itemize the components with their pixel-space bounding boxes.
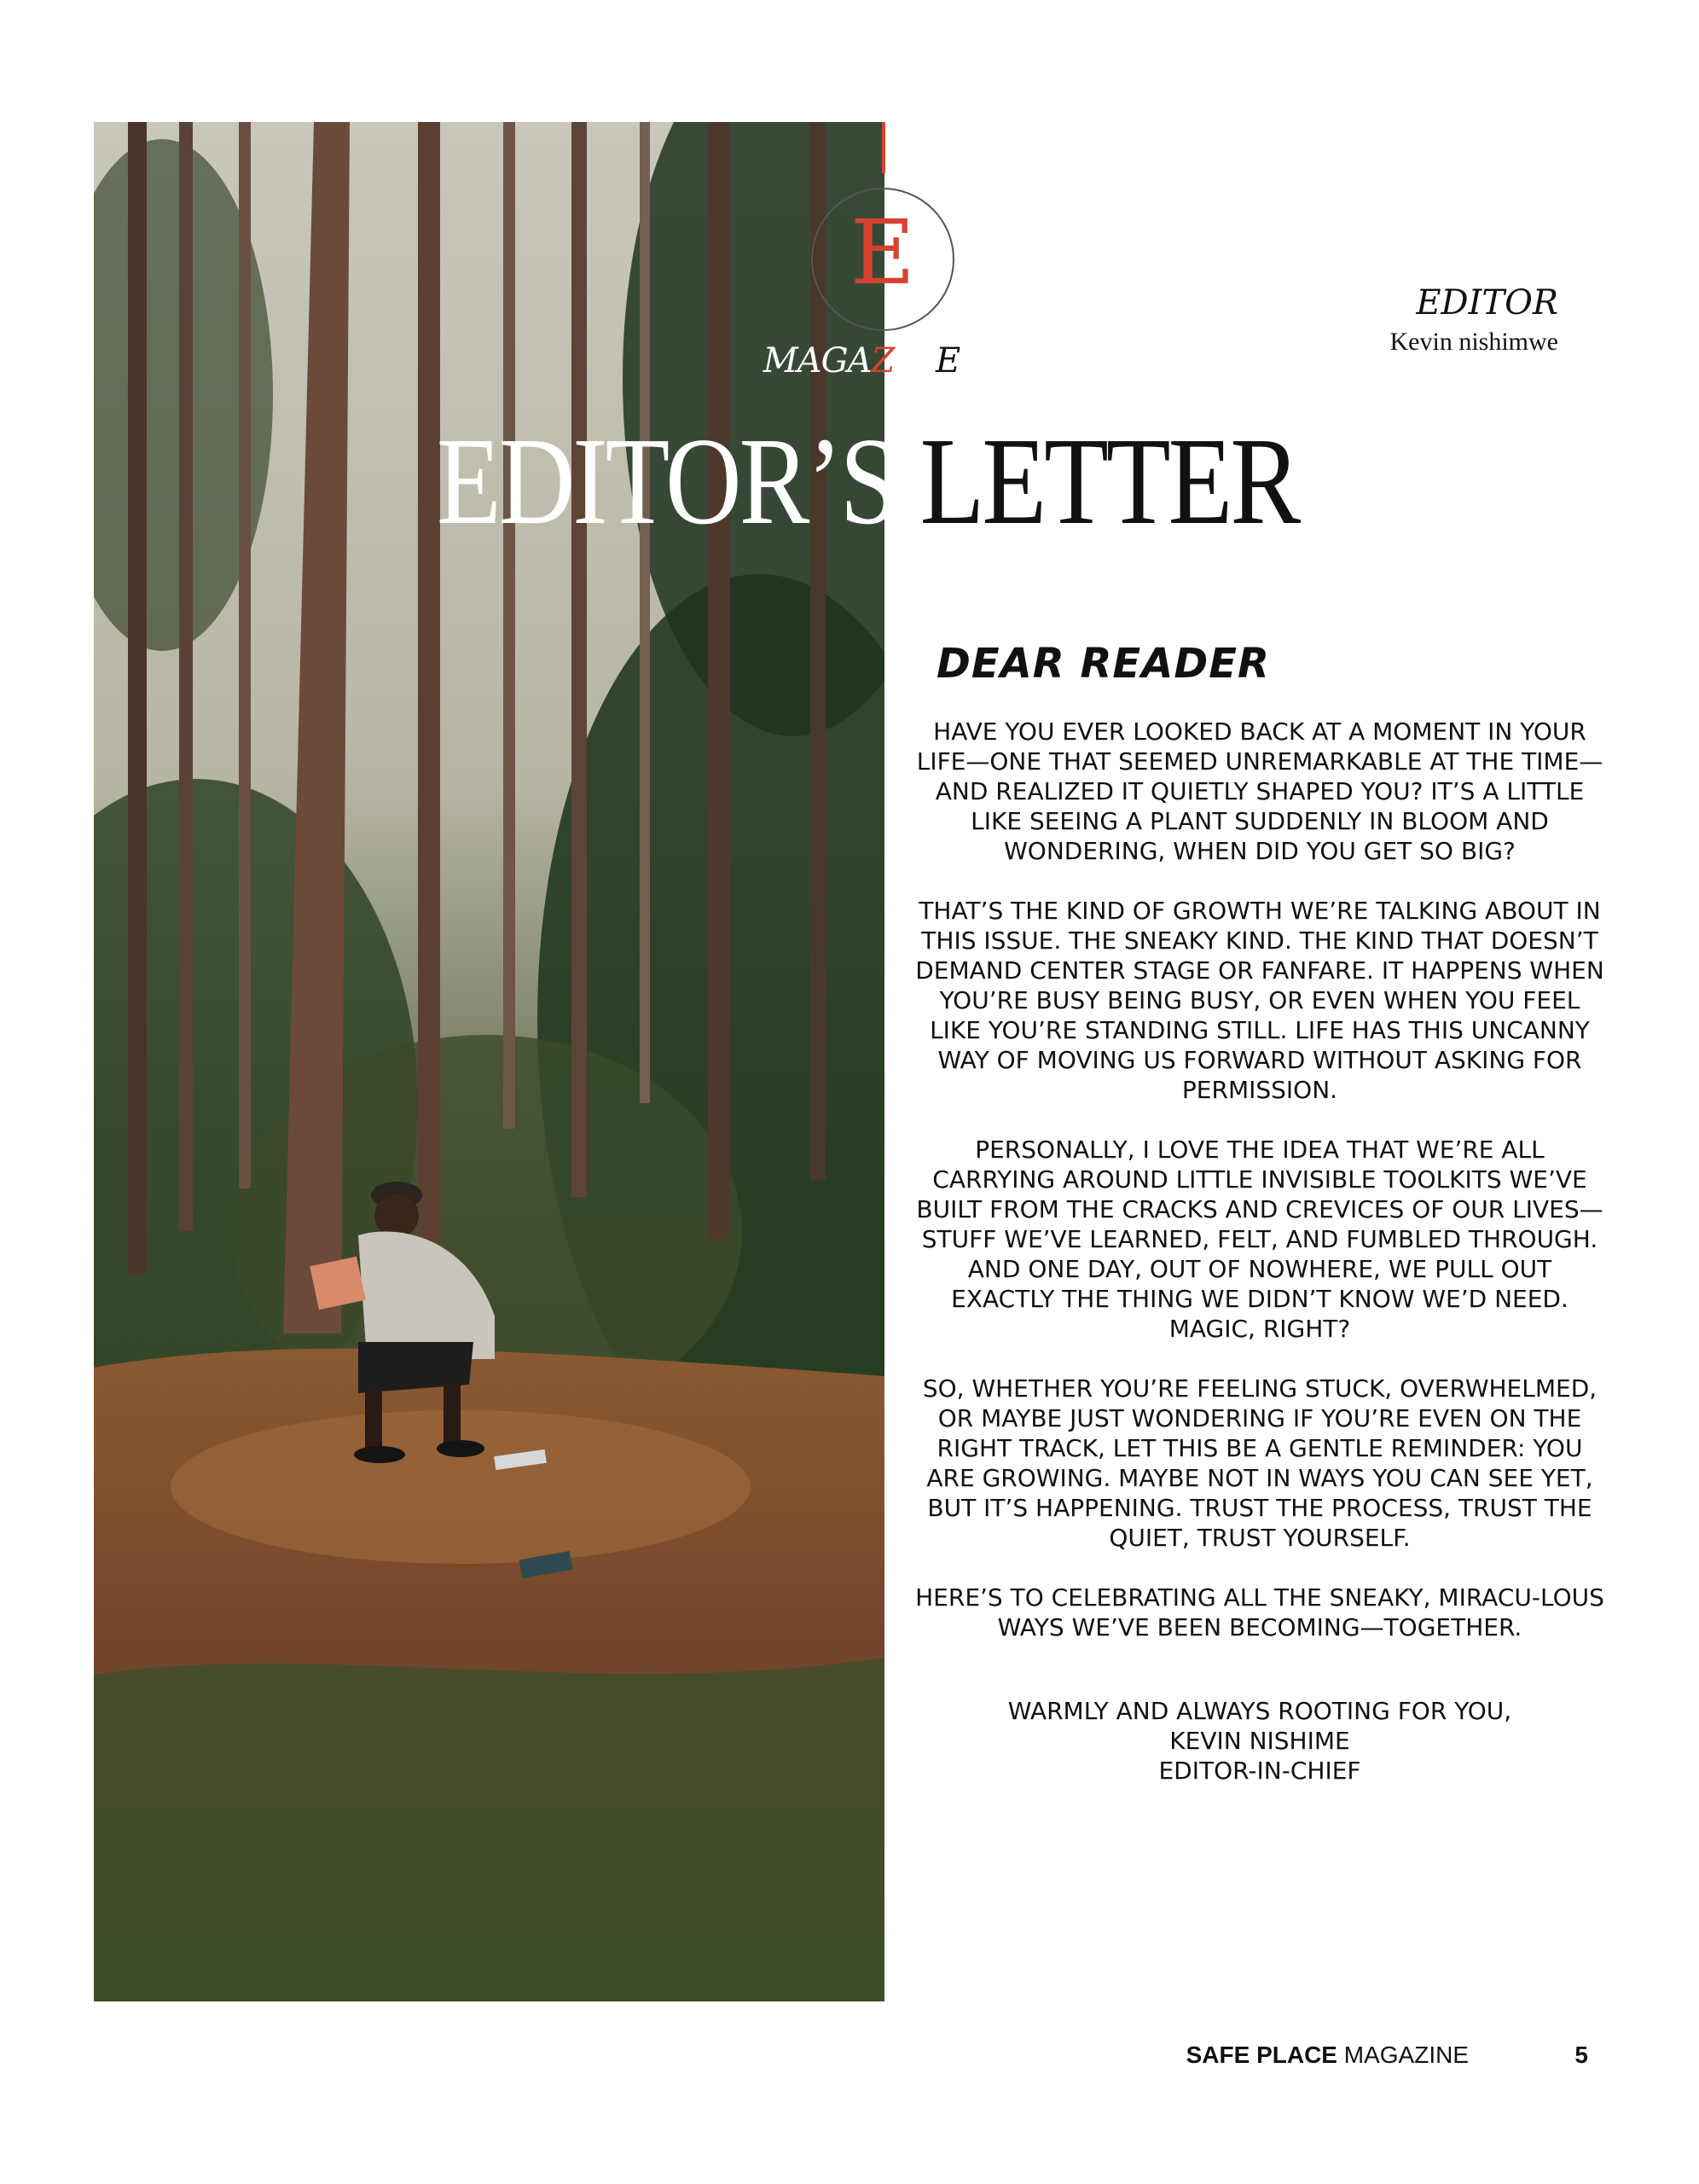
logo-wordmark [751, 340, 972, 382]
letter-paragraph: HERE’S TO CELEBRATING ALL THE SNEAKY, MIRACU-LOUS WAYS WE’VE BEEN BECOMING—TOGETHER. [915, 1583, 1604, 1641]
footer-brand: SAFE PLACE [1186, 2042, 1337, 2068]
letter-paragraph: THAT’S THE KIND OF GROWTH WE’RE TALKING ABOUT IN THIS ISSUE. THE SNEAKY KIND. THE KIND THAT DOESN’T DEMAND CENTER STAGE OR FANFARE. IT HAPPENS WHEN YOU’RE BUSY BEING BUSY, OR EVEN WHEN YOU FEEL LIKE YOU’RE STANDING STILL. LIFE HAS THIS UNCANNY WAY OF MOVING US FORWARD WITHOUT ASKING FOR PERMISSION. [915, 897, 1604, 1104]
editor-role: EDITOR [1416, 283, 1558, 322]
page-title [437, 411, 1298, 552]
letter-paragraph: HAVE YOU EVER LOOKED BACK AT A MOMENT IN YOUR LIFE—ONE THAT SEEMED UNREMARKABLE AT THE TIME—AND REALIZED IT QUIETLY SHAPED YOU? IT’S A LITTLE LIKE SEEING A PLANT SUDDENLY IN BLOOM AND WONDERING, WHEN DID YOU GET SO BIG? [916, 717, 1603, 865]
forest-photo [94, 122, 884, 2001]
signoff-closing: WARMLY AND ALWAYS ROOTING FOR YOU, [1007, 1697, 1512, 1725]
signoff-role: EDITOR-IN-CHIEF [1158, 1757, 1361, 1785]
letter-greeting: DEAR READER [936, 640, 1270, 688]
photo-accent-bar [882, 122, 885, 173]
logo-word-part: IN [894, 341, 936, 380]
logo-letter: E [850, 200, 915, 305]
logo-word-accent: Z [871, 341, 895, 380]
footer-publication [1186, 2041, 1469, 2070]
page-number: 5 [1574, 2042, 1588, 2068]
letter-signoff [914, 1696, 1605, 1786]
letter-paragraph: SO, WHETHER YOU’RE FEELING STUCK, OVERWHELMED, OR MAYBE JUST WONDERING IF YOU’RE EVEN ON THE RIGHT TRACK, LET THIS BE A GENTLE REMINDER: YOU ARE GROWING. MAYBE NOT IN WAYS YOU CAN SEE YET, BUT IT’S HAPPENING. TRUST THE PROCESS, TRUST THE QUIET, TRUST YOURSELF. [922, 1374, 1598, 1552]
signoff-name: KEVIN NISHIME [1169, 1727, 1350, 1755]
letter-paragraph: PERSONALLY, I LOVE THE IDEA THAT WE’RE ALL CARRYING AROUND LITTLE INVISIBLE TOOLKITS WE’VE BUILT FROM THE CRACKS AND CREVICES OF OUR LIVES—STUFF WE’VE LEARNED, FELT, AND FUMBLED THROUGH. AND ONE DAY, OUT OF NOWHERE, WE PULL OUT EXACTLY THE THING WE DIDN’T KNOW WE’D NEED. MAGIC, RIGHT? [916, 1136, 1603, 1343]
title-part-on-page: LETTER [919, 412, 1299, 550]
logo-word-part: MAGA [763, 341, 872, 380]
title-part-on-photo: EDITOR’S [437, 412, 896, 550]
letter-body [914, 717, 1605, 1672]
footer-magazine: MAGAZINE [1343, 2042, 1469, 2068]
editor-name: Kevin nishimwe [1389, 328, 1558, 356]
logo-word-part: E [936, 341, 960, 380]
